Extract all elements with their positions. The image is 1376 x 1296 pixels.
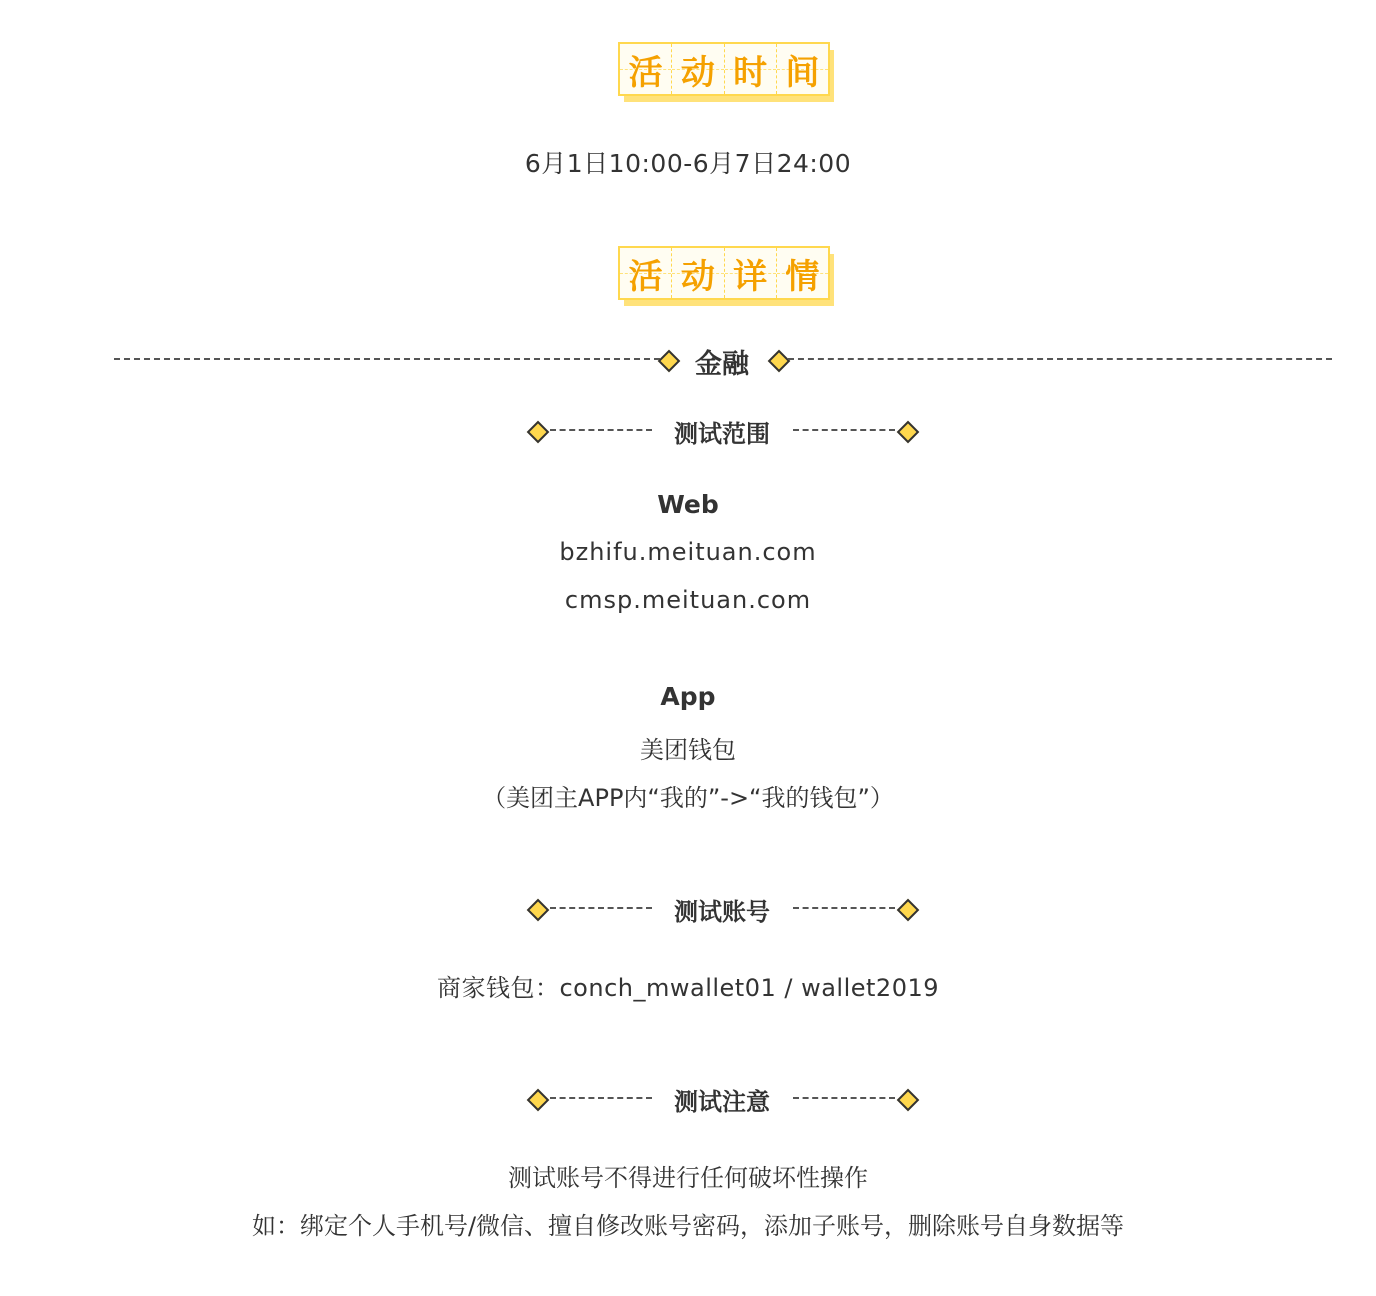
activity-time-badge (618, 42, 834, 102)
diamond-icon (897, 1089, 920, 1112)
diamond-icon (897, 421, 920, 444)
dashed-line (793, 907, 895, 909)
dashed-line (550, 907, 652, 909)
badge-char: 详 (733, 256, 768, 297)
diamond-icon (897, 899, 920, 922)
badge-char: 时 (733, 52, 768, 93)
badge-char: 情 (785, 256, 820, 297)
dashed-line (793, 1097, 895, 1099)
web-url: cmsp.meituan.com (564, 586, 812, 614)
dashed-line (793, 429, 895, 431)
web-label: Web (657, 490, 719, 519)
app-label: App (660, 682, 716, 711)
dashed-line (550, 429, 652, 431)
diamond-icon (527, 899, 550, 922)
accounts-title: 测试账号 (674, 898, 770, 926)
dashed-line (788, 358, 1332, 360)
app-note: （美团主APP内“我的”->“我的钱包”） (482, 784, 894, 812)
dashed-line (550, 1097, 652, 1099)
badge-char: 动 (680, 256, 715, 297)
finance-label: 金融 (695, 349, 749, 380)
note-line: 测试账号不得进行任何破坏性操作 (508, 1164, 868, 1192)
diamond-icon (527, 421, 550, 444)
badge-char: 活 (628, 52, 663, 93)
badge-char: 间 (785, 52, 820, 93)
notes-title: 测试注意 (674, 1088, 770, 1116)
app-name: 美团钱包 (640, 736, 736, 764)
account-line: 商家钱包：conch_mwallet01 / wallet2019 (436, 974, 940, 1002)
badge-char: 活 (628, 256, 663, 297)
badge-char: 动 (680, 52, 715, 93)
scope-title: 测试范围 (674, 420, 770, 448)
dashed-line (114, 358, 660, 360)
diamond-icon (527, 1089, 550, 1112)
note-line: 如：绑定个人手机号/微信、擅自修改账号密码，添加子账号，删除账号自身数据等 (251, 1212, 1125, 1240)
activity-details-badge (618, 246, 834, 306)
web-url: bzhifu.meituan.com (559, 538, 817, 566)
activity-time-value: 6月1日10:00-6月7日24:00 (524, 149, 852, 178)
